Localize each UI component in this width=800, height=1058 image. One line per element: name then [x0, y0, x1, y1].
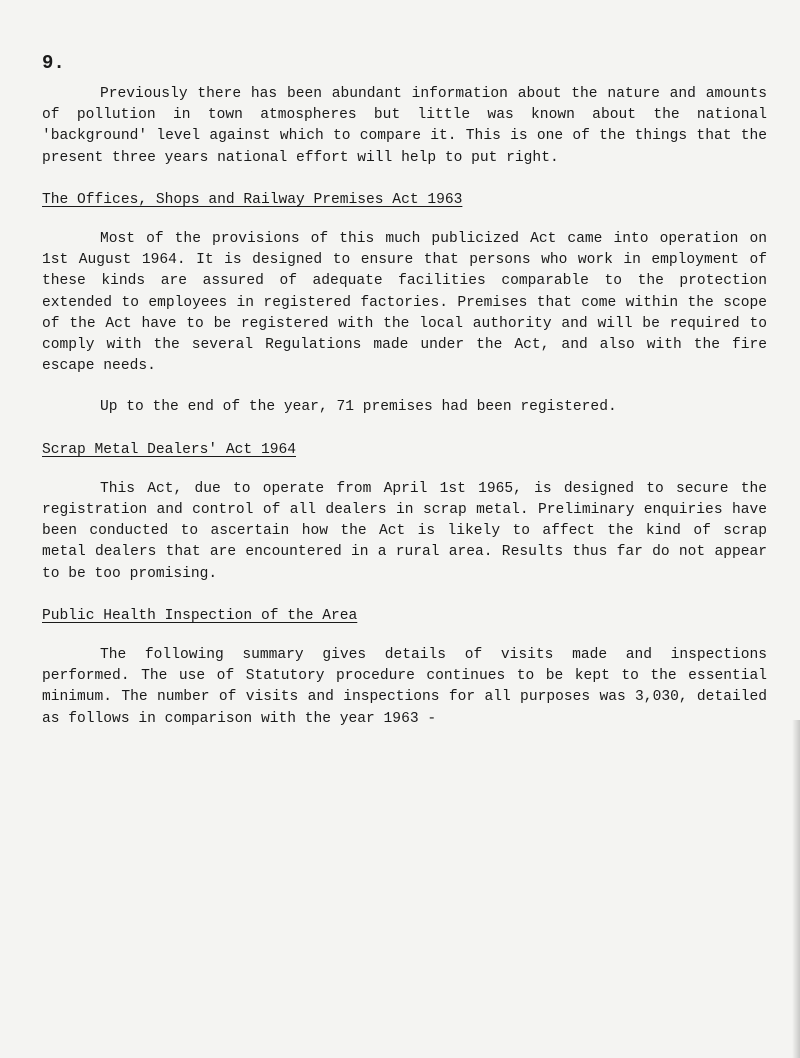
offices-shops-heading: The Offices, Shops and Railway Premises Act 1963	[42, 191, 463, 208]
page-edge-shadow	[792, 720, 800, 1058]
offices-shops-paragraph-1: Most of the provisions of this much publicized Act came into operation on 1st August 1964. It is designed to ensure that persons who work in employment of these kinds are assured of adequate facilities comparable to the protection extended to employees in registered factories. Premises that come within the scope of the Act have to be registered with the local authority and will be required to comply with the several Regulations made under the Act, and also with the fire escape needs.	[42, 231, 767, 375]
scrap-metal-heading: Scrap Metal Dealers' Act 1964	[42, 441, 296, 458]
intro-paragraph: Previously there has been abundant information about the nature and amounts of pollution in town atmospheres but little was known about the national 'background' level against which to compare it. This is one of the things that the present three years national effort will help to put right.	[42, 86, 767, 166]
scrap-metal-paragraph: This Act, due to operate from April 1st 1965, is designed to secure the registration and control of all dealers in scrap metal. Preliminary enquiries have been conducted to ascertain how the Act is likely to affect the kind of scrap metal dealers that are encountered in a rural area. Results thus far do not appear to be too promising.	[42, 480, 767, 582]
document-body	[42, 84, 767, 730]
public-health-heading: Public Health Inspection of the Area	[42, 607, 358, 624]
offices-shops-paragraph-2: Up to the end of the year, 71 premises had been registered.	[100, 399, 617, 416]
public-health-paragraph: The following summary gives details of visits made and inspections performed. The use of Statutory procedure continues to be kept to the essential minimum. The number of visits and inspections for all purposes was 3,030, detailed as follows in comparison with the year 1963 -	[42, 647, 767, 727]
page-number: 9.	[42, 52, 65, 74]
